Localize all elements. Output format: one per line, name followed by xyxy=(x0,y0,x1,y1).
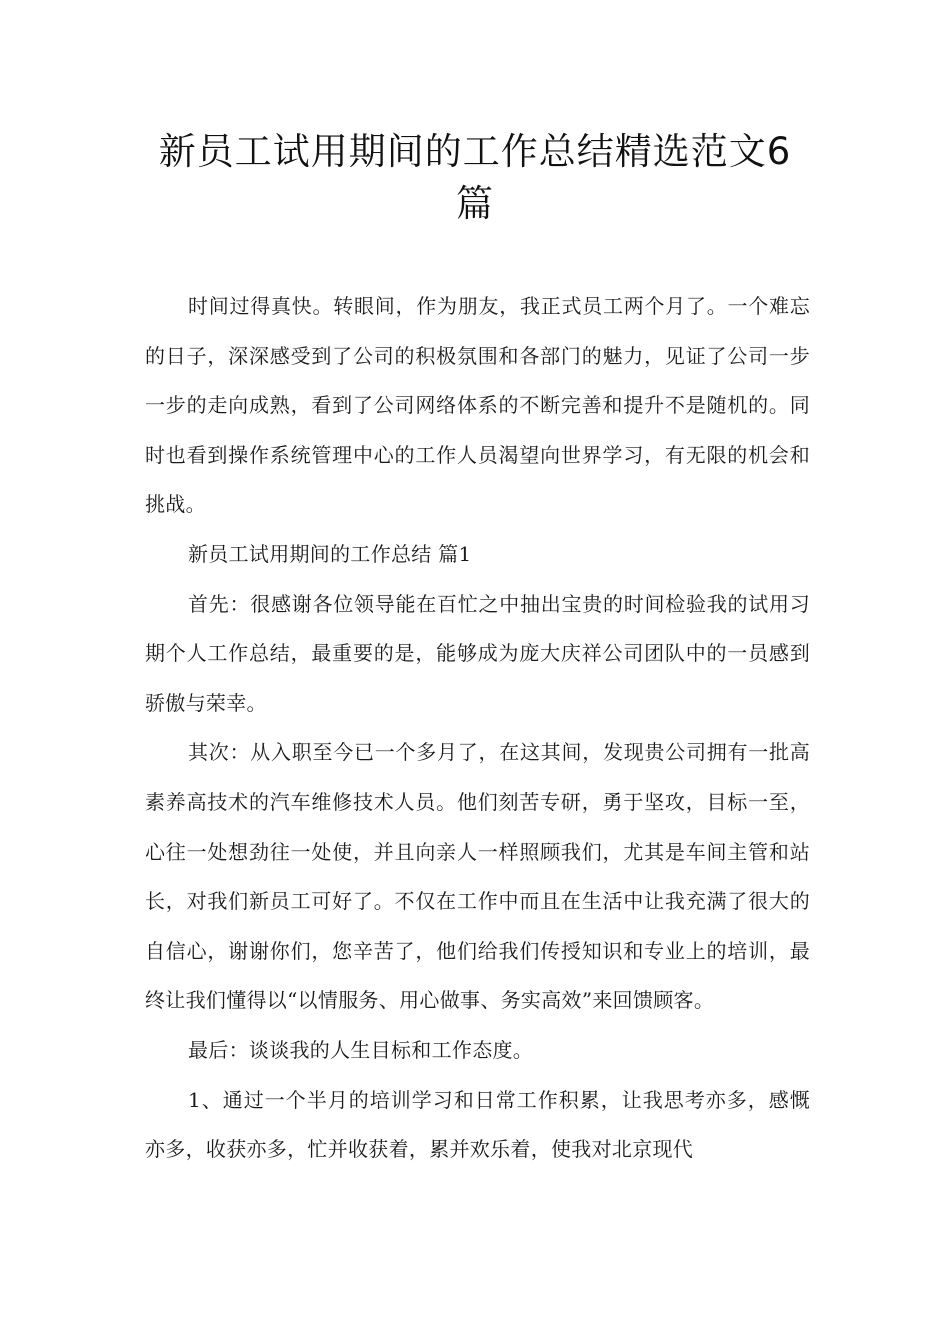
intro-paragraph: 时间过得真快。转眼间，作为朋友，我正式员工两个月了。一个难忘的日子，深深感受到了公司的积极氛围和各部门的魅力，见证了公司一步一步的走向成熟，看到了公司网络体系的不断完善和提升不是随机的。同时也看到操作系统管理中心的工作人员渴望向世界学习，有无限的机会和挑战。 xyxy=(145,294,810,517)
section-heading: 新员工试用期间的工作总结 篇1 xyxy=(188,541,472,566)
paragraph-first: 首先：很感谢各位领导能在百忙之中抽出宝贵的时间检验我的试用习期个人工作总结，最重要的是，能够成为庞大庆祥公司团队中的一员感到骄傲与荣幸。 xyxy=(145,591,810,715)
paragraph-item-1: 1、通过一个半月的培训学习和日常工作积累，让我思考亦多，感慨亦多，收获亦多，忙并收获着，累并欢乐着，使我对北京现代 xyxy=(145,1087,810,1162)
document-body xyxy=(145,282,810,1175)
document-title: 新员工试用期间的工作总结精选范文6篇 xyxy=(158,130,792,225)
paragraph-second: 其次：从入职至今已一个多月了，在这其间，发现贵公司拥有一批高素养高技术的汽车维修技术人员。他们刻苦专研，勇于坚攻，目标一至，心往一处想劲往一处使，并且向亲人一样照顾我们，尤其是车间主管和站长，对我们新员工可好了。不仅在工作中而且在生活中让我充满了很大的自信心，谢谢你们，您辛苦了，他们给我们传授知识和专业上的培训，最终让我们懂得以“以情服务、用心做事、务实高效”来回馈顾客。 xyxy=(145,740,810,1013)
paragraph-last: 最后：谈谈我的人生目标和工作态度。 xyxy=(188,1037,534,1062)
